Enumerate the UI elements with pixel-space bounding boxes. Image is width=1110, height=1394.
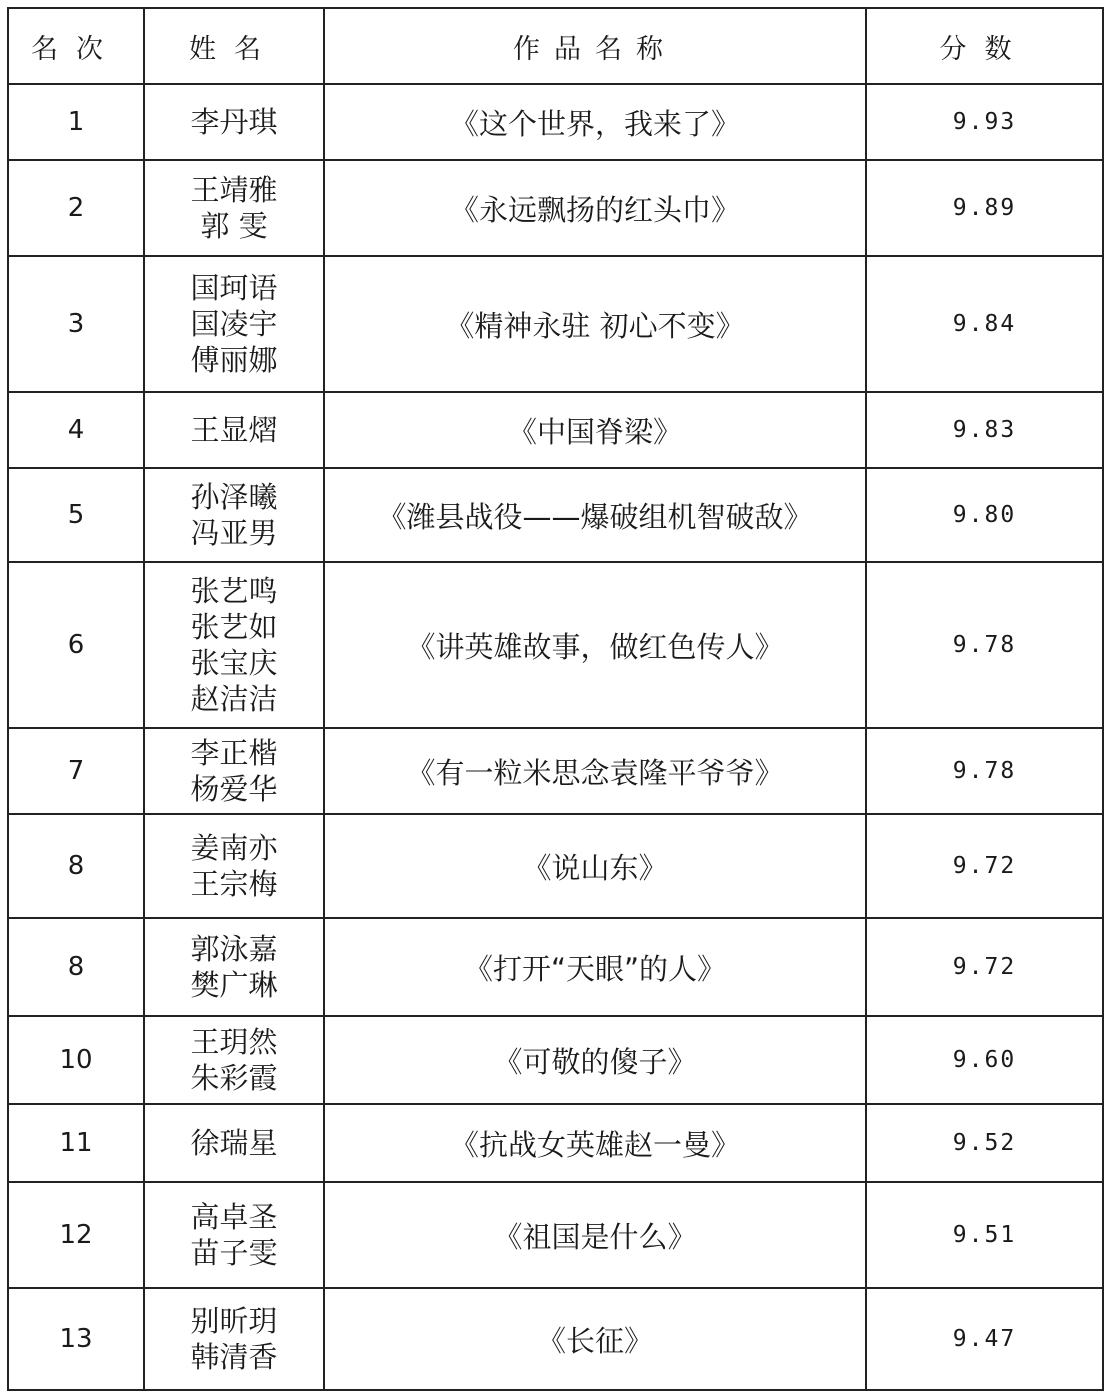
rank-cell: 3	[8, 256, 144, 392]
name-line: 赵洁洁	[190, 682, 278, 716]
name-cell	[144, 256, 324, 392]
name-line: 王宗梅	[190, 867, 278, 901]
name-line: 韩清香	[190, 1340, 278, 1374]
header-rank: 名次	[8, 8, 144, 84]
score-cell: 9.72	[866, 814, 1103, 918]
header-title: 作品名称	[324, 8, 866, 84]
title-cell: 《长征》	[324, 1288, 866, 1390]
name-line: 徐瑞星	[190, 1126, 278, 1160]
table-row	[8, 1182, 1103, 1288]
score-cell: 9.72	[866, 918, 1103, 1016]
table-row	[8, 814, 1103, 918]
table-row	[8, 256, 1103, 392]
name-line: 高卓圣	[190, 1200, 278, 1234]
score-cell: 9.78	[866, 562, 1103, 728]
score-cell: 9.80	[866, 468, 1103, 562]
title-cell: 《这个世界，我来了》	[324, 84, 866, 160]
table-row	[8, 1016, 1103, 1104]
name-line: 姜南亦	[190, 831, 278, 865]
title-cell: 《有一粒米思念袁隆平爷爷》	[324, 728, 866, 814]
table-row	[8, 562, 1103, 728]
name-cell	[144, 1182, 324, 1288]
name-line: 王玥然	[190, 1025, 278, 1059]
rank-cell: 1	[8, 84, 144, 160]
score-cell: 9.60	[866, 1016, 1103, 1104]
name-line: 冯亚男	[190, 516, 278, 550]
name-line: 张艺鸣	[190, 574, 278, 608]
name-line: 李丹琪	[190, 105, 278, 139]
header-name: 姓名	[144, 8, 324, 84]
name-line: 张艺如	[190, 610, 278, 644]
table-row	[8, 728, 1103, 814]
name-cell	[144, 84, 324, 160]
title-cell: 《潍县战役——爆破组机智破敌》	[324, 468, 866, 562]
name-line: 国凌宇	[190, 307, 278, 341]
name-line: 王靖雅	[190, 173, 278, 207]
name-line: 郭 雯	[200, 209, 268, 243]
title-cell: 《祖国是什么》	[324, 1182, 866, 1288]
rank-cell: 5	[8, 468, 144, 562]
table-row	[8, 468, 1103, 562]
name-line: 樊广琳	[190, 968, 278, 1002]
name-line: 杨爱华	[190, 772, 278, 806]
rank-cell: 11	[8, 1104, 144, 1182]
name-cell	[144, 1016, 324, 1104]
rank-cell: 2	[8, 160, 144, 256]
title-cell: 《说山东》	[324, 814, 866, 918]
name-cell	[144, 1288, 324, 1390]
rank-cell: 8	[8, 918, 144, 1016]
ranking-table	[7, 7, 1104, 1391]
name-cell	[144, 728, 324, 814]
score-cell: 9.52	[866, 1104, 1103, 1182]
table-row	[8, 918, 1103, 1016]
title-cell: 《中国脊梁》	[324, 392, 866, 468]
name-line: 苗子雯	[190, 1236, 278, 1270]
name-line: 王显熠	[190, 413, 278, 447]
title-cell: 《讲英雄故事，做红色传人》	[324, 562, 866, 728]
name-line: 傅丽娜	[190, 343, 278, 377]
score-cell: 9.89	[866, 160, 1103, 256]
score-cell: 9.84	[866, 256, 1103, 392]
score-cell: 9.78	[866, 728, 1103, 814]
rank-cell: 4	[8, 392, 144, 468]
table-row	[8, 392, 1103, 468]
name-cell	[144, 160, 324, 256]
table-row	[8, 160, 1103, 256]
name-line: 别昕玥	[190, 1304, 278, 1338]
title-cell: 《可敬的傻子》	[324, 1016, 866, 1104]
table-row	[8, 1104, 1103, 1182]
header-score: 分数	[866, 8, 1103, 84]
name-cell	[144, 1104, 324, 1182]
name-cell	[144, 562, 324, 728]
title-cell: 《精神永驻 初心不变》	[324, 256, 866, 392]
title-cell: 《永远飘扬的红头巾》	[324, 160, 866, 256]
name-line: 李正楷	[190, 736, 278, 770]
table-row	[8, 1288, 1103, 1390]
table-body	[8, 84, 1103, 1390]
rank-cell: 12	[8, 1182, 144, 1288]
rank-cell: 13	[8, 1288, 144, 1390]
title-cell: 《抗战女英雄赵一曼》	[324, 1104, 866, 1182]
rank-cell: 8	[8, 814, 144, 918]
rank-cell: 6	[8, 562, 144, 728]
score-cell: 9.93	[866, 84, 1103, 160]
name-line: 孙泽曦	[190, 480, 278, 514]
score-cell: 9.51	[866, 1182, 1103, 1288]
header-row	[8, 8, 1103, 84]
name-line: 张宝庆	[190, 646, 278, 680]
rank-cell: 7	[8, 728, 144, 814]
name-cell	[144, 468, 324, 562]
table-row	[8, 84, 1103, 160]
rank-cell: 10	[8, 1016, 144, 1104]
name-line: 朱彩霞	[190, 1061, 278, 1095]
title-cell: 《打开“天眼”的人》	[324, 918, 866, 1016]
name-line: 郭泳嘉	[190, 932, 278, 966]
name-cell	[144, 392, 324, 468]
name-cell	[144, 814, 324, 918]
name-line: 国珂语	[190, 271, 278, 305]
score-cell: 9.47	[866, 1288, 1103, 1390]
name-cell	[144, 918, 324, 1016]
score-cell: 9.83	[866, 392, 1103, 468]
